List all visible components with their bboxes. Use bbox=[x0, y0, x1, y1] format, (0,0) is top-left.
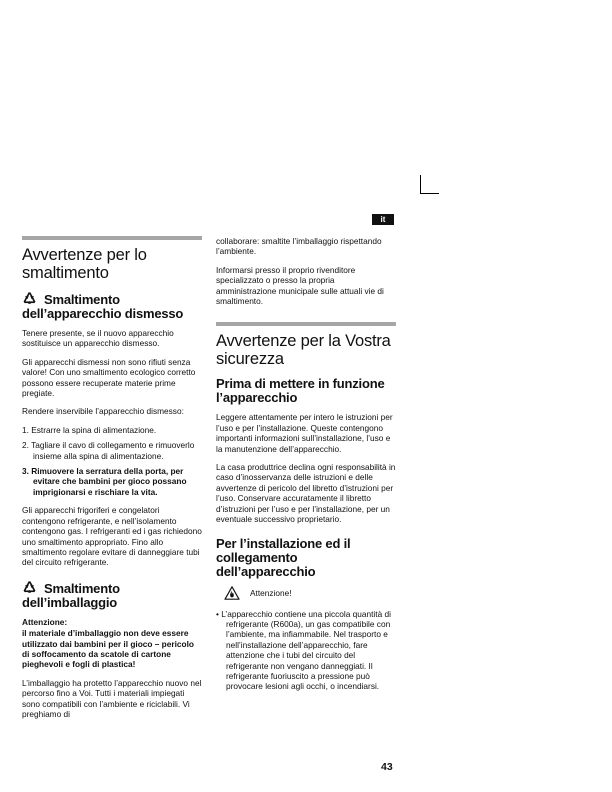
installation-heading: Per l’installazione ed il collegamento dell’apparecchio bbox=[216, 535, 351, 579]
paragraph: Leggere attentamente per intero le istruzioni per l’uso e per l’installazione. Queste contengono importanti informazioni sull’installazione, l’uso e la manutenzione dell’apparecchio. bbox=[216, 412, 393, 454]
before-use-heading: Prima di mettere in funzione l’apparecchio bbox=[216, 376, 385, 406]
disposal-steps bbox=[22, 425, 202, 497]
step-item: 1. Estrarre la spina di alimentazione. bbox=[22, 424, 157, 435]
paragraph: Tenere presente, se il nuovo apparecchio sostituisce un apparecchio dismesso. bbox=[22, 328, 174, 349]
old-appliance-heading-line2: dell’apparecchio dismesso bbox=[22, 306, 184, 321]
section-rule bbox=[22, 236, 202, 240]
safety-title: Avvertenze per la Vostra sicurezza bbox=[216, 332, 391, 369]
step-item: 3. Rimuovere la serratura della porta, per evitare che bambini per gioco possano imprigionarsi e rischiare la vita. bbox=[22, 466, 187, 497]
flammable-warning-icon bbox=[224, 586, 240, 600]
page-number: 43 bbox=[381, 761, 393, 773]
packaging-heading-line1: Smaltimento bbox=[44, 580, 120, 596]
disposal-title: Avvertenze per lo smaltimento bbox=[22, 246, 147, 282]
paragraph: Informarsi presso il proprio rivenditore specializzato o presso la propria amministrazione municipale sulle attuali vie di smaltimento. bbox=[216, 264, 384, 307]
crop-mark bbox=[420, 175, 439, 194]
left-column bbox=[22, 236, 202, 727]
recycle-icon bbox=[22, 291, 37, 306]
attention-label: Attenzione: bbox=[22, 616, 68, 627]
paragraph: Rendere inservibile l’apparecchio dismesso: bbox=[22, 406, 184, 417]
language-tag: it bbox=[372, 214, 394, 225]
warning-label: Attenzione! bbox=[250, 587, 292, 598]
recycle-icon bbox=[22, 580, 37, 595]
right-column bbox=[216, 236, 396, 692]
paragraph: L’imballaggio ha protetto l’apparecchio nuovo nel percorso fino a Voi. Tutti i materiali impiegati sono compatibili con l’ambiente e riciclabili. Vi preghiamo di bbox=[22, 677, 202, 719]
paragraph: Gli apparecchi frigoriferi e congelatori contengono refrigerante, e nell’isolamento contengono gas. I refrigeranti ed i gas richiedono uno smaltimento appropriato. Fino allo smaltimento regolare evitare di danneggiare tubi del circuito refrigerante. bbox=[22, 505, 202, 568]
list-item: • L’apparecchio contiene una piccola quantità di refrigerante (R600a), un gas compatibile con l’ambiente, ma infiammabile. Nel trasporto e nell’installazione dell’apparecchio, fare attenzione che i tubi del circuito del refrigerante non vengano danneggiati. Il refrigerante fuoriuscito a pressione può provocare lesioni agli occhi, o incendiarsi. bbox=[216, 608, 391, 692]
paragraph: Gli apparecchi dismessi non sono rifiuti senza valore! Con uno smaltimento ecologico corretto possono essere recuperate materie prime pregiate. bbox=[22, 356, 196, 399]
old-appliance-heading bbox=[22, 291, 202, 321]
old-appliance-heading-line1: Smaltimento bbox=[44, 292, 120, 307]
section-rule bbox=[216, 322, 396, 326]
attention-text: il materiale d’imballaggio non deve essere utilizzato dai bambini per il gioco – pericolo di soffocamento da scatole di cartone pieghevoli e fogli di plastica! bbox=[22, 628, 194, 670]
paragraph: collaborare: smaltite l’imballaggio rispettando l’ambiente. bbox=[216, 236, 382, 257]
packaging-heading bbox=[22, 580, 202, 610]
paragraph: La casa produttrice declina ogni responsabilità in caso d’inosservanza delle istruzioni e delle avvertenze di pericolo del libretto d’istruzioni per l’uso. Conservare accuratamente il libretto d’istruzioni per l’uso e per l’installazione, per un eventuale successivo proprietario. bbox=[216, 462, 396, 525]
warning-row bbox=[224, 586, 396, 600]
warning-list bbox=[216, 609, 396, 692]
step-item: 2. Tagliare il cavo di collegamento e rimuoverlo insieme alla spina di alimentazione. bbox=[22, 440, 195, 461]
packaging-heading-line2: dell’imballaggio bbox=[22, 594, 118, 610]
